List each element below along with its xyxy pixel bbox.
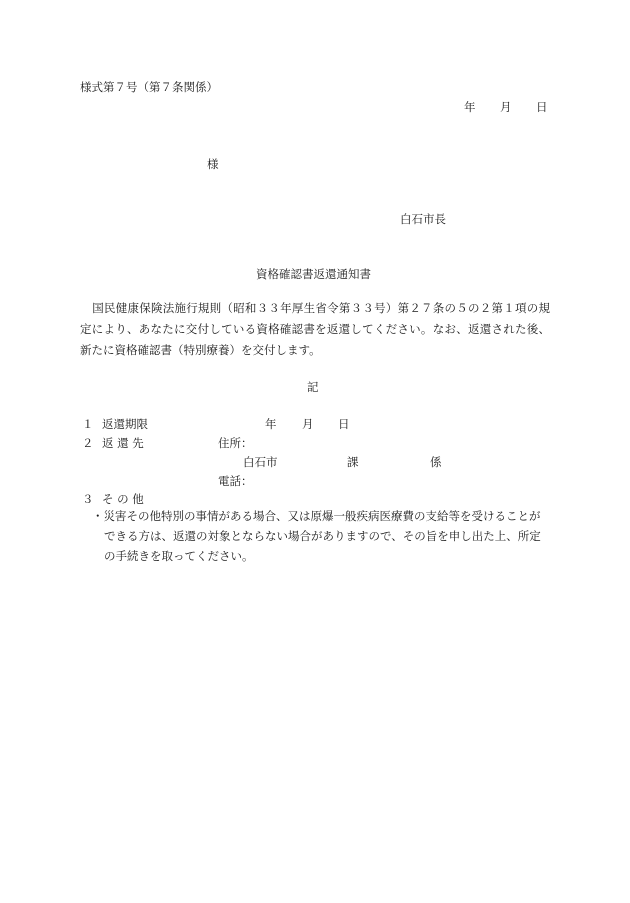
item2-address-label: 住所：: [218, 436, 253, 450]
date-day-label: 日: [536, 100, 548, 114]
item1-year: 年: [265, 417, 277, 431]
item1-month: 月: [302, 417, 314, 431]
item1-number: １: [82, 417, 94, 431]
item2-number: ２: [82, 436, 94, 450]
body-paragraph-text: 国民健康保険法施行規則（昭和３３年厚生省令第３３号）第２７条の５の２第１項の規定により、あなたに交付している資格確認書を返還してください。なお、返還された後、新たに資格確認書（特別療養）を交付します。: [80, 301, 550, 357]
item2-city: 白石市: [243, 455, 278, 469]
item1-day: 日: [338, 417, 350, 431]
date-year-label: 年: [464, 100, 476, 114]
body-paragraph: [80, 298, 550, 361]
item3-note-line: [92, 506, 550, 566]
form-number: 様式第７号（第７条関係）: [80, 80, 218, 94]
recipient-honorific: 様: [207, 157, 219, 171]
item3-label: そ の 他: [102, 492, 144, 506]
item2-subsection: 係: [430, 455, 442, 469]
item1-label: 返還期限: [102, 417, 148, 431]
date-month-label: 月: [500, 100, 512, 114]
bullet-marker: ・: [92, 509, 104, 523]
item2-phone-label: 電話：: [218, 474, 253, 488]
item3-number: ３: [82, 492, 94, 506]
sender-name: 白石市長: [400, 212, 446, 226]
item3-note-text: 災害その他特別の事情がある場合、又は原爆一般疾病医療費の支給等を受けることができる方は、返還の対象とならない場合がありますので、その旨を申し出た上、所定の手続きを取ってください。: [103, 509, 541, 563]
ki-label: 記: [307, 380, 319, 394]
item2-section: 課: [347, 455, 359, 469]
document-title: 資格確認書返還通知書: [256, 267, 371, 281]
item3-note: [92, 506, 550, 566]
item2-label: 返 還 先: [102, 436, 144, 450]
